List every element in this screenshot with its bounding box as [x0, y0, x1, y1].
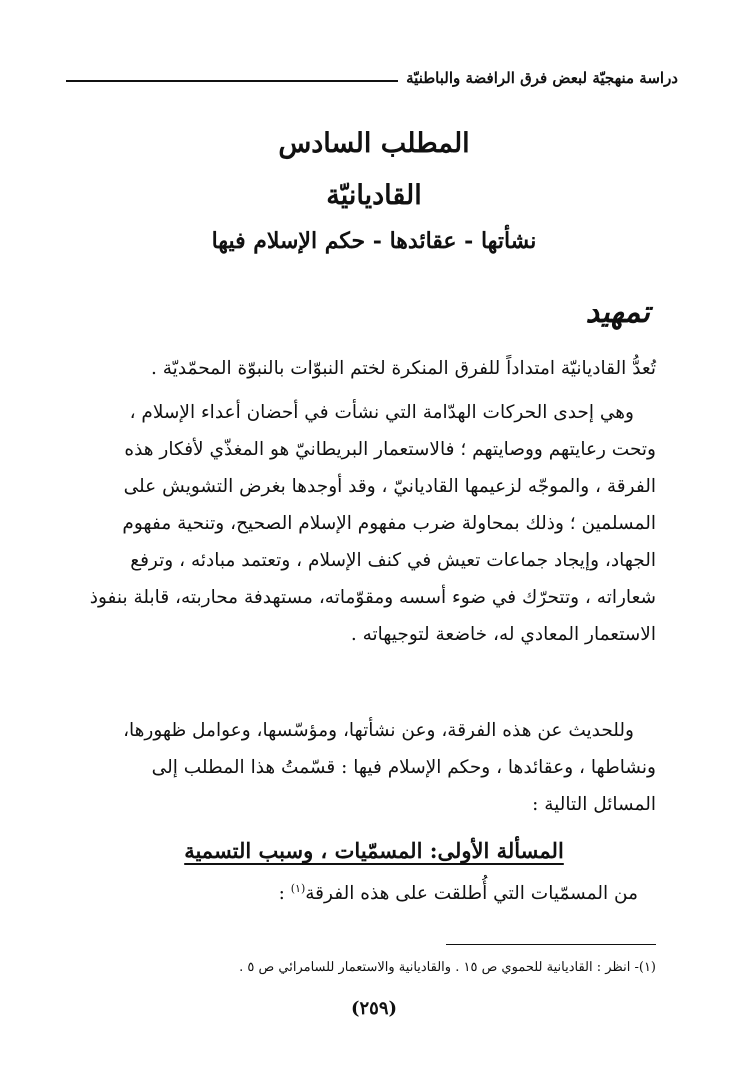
running-head-rule	[66, 80, 398, 82]
paragraph-line: وهي إحدى الحركات الهدّامة التي نشأت في أحضان أعداء الإسلام ،	[129, 402, 634, 423]
paragraph-line: وتحت رعايتهم ووصايتهم ؛ فالاستعمار البريطانيّ هو المغذّي لأفكار هذه	[124, 439, 656, 460]
subtitle: نشأتها - عقائدها - حكم الإسلام فيها	[211, 228, 537, 254]
section-heading: المسألة الأولى: المسمّيات ، وسبب التسمية	[184, 838, 564, 863]
intro-heading: تمهيد	[585, 295, 650, 330]
paragraph-3	[96, 712, 656, 823]
paragraph-1	[96, 350, 656, 387]
paragraph-line: المسائل التالية :	[532, 794, 656, 815]
subject-title: القاديانيّة	[326, 180, 422, 211]
paragraph-line: ونشاطها ، وعقائدها ، وحكم الإسلام فيها : قسّمتُ هذا المطلب إلى	[151, 757, 656, 778]
footnote: (١)- انظر : القاديانية للحموي ص ١٥ . والقاديانية والاستعمار للسامرائي ص ٥ .	[239, 960, 656, 975]
paragraph-2	[89, 394, 656, 653]
footnote-rule	[446, 944, 656, 945]
paragraph-line: الجهاد، وإيجاد جماعات تعيش في كنف الإسلام ، وتعتمد مبادئه ، وترفع	[130, 550, 656, 571]
paragraph-line: شعاراته ، وتتحرّك في ضوء أسسه ومقوّماته، مستهدفة محاربته، قابلة بنفوذ	[89, 587, 656, 608]
paragraph-4	[279, 870, 638, 912]
paragraph-line: الفرقة ، والموجّه لزعيمها القاديانيّ ، وقد أوجدها بغرض التشويش على	[123, 476, 656, 497]
paragraph-line: المسلمين ؛ وذلك بمحاولة ضرب مفهوم الإسلام الصحيح، وتنحية مفهوم	[122, 513, 656, 534]
paragraph-4-tail: :	[278, 883, 291, 905]
paragraph-line: تُعدُّ القاديانيّة امتداداً للفرق المنكرة لختم النبوّات بالنبوّة المحمّديّة .	[150, 358, 656, 379]
footnote-reference[interactable]: (١)	[290, 882, 306, 895]
paragraph-line: الاستعمار المعادي له، خاضعة لتوجيهاته .	[350, 624, 656, 645]
paragraph-line: وللحديث عن هذه الفرقة، وعن نشأتها، ومؤسّسها، وعوامل ظهورها،	[123, 720, 634, 741]
running-head	[66, 58, 678, 88]
running-head-title: دراسة منهجيّة لبعض فرق الرافضة والباطنيّة	[406, 69, 678, 87]
page-number: (٢٥٩)	[350, 998, 398, 1019]
chapter-title: المطلب السادس	[278, 128, 470, 159]
paragraph-4-text: من المسمّيات التي أُطلقت على هذه الفرقة	[305, 883, 638, 905]
